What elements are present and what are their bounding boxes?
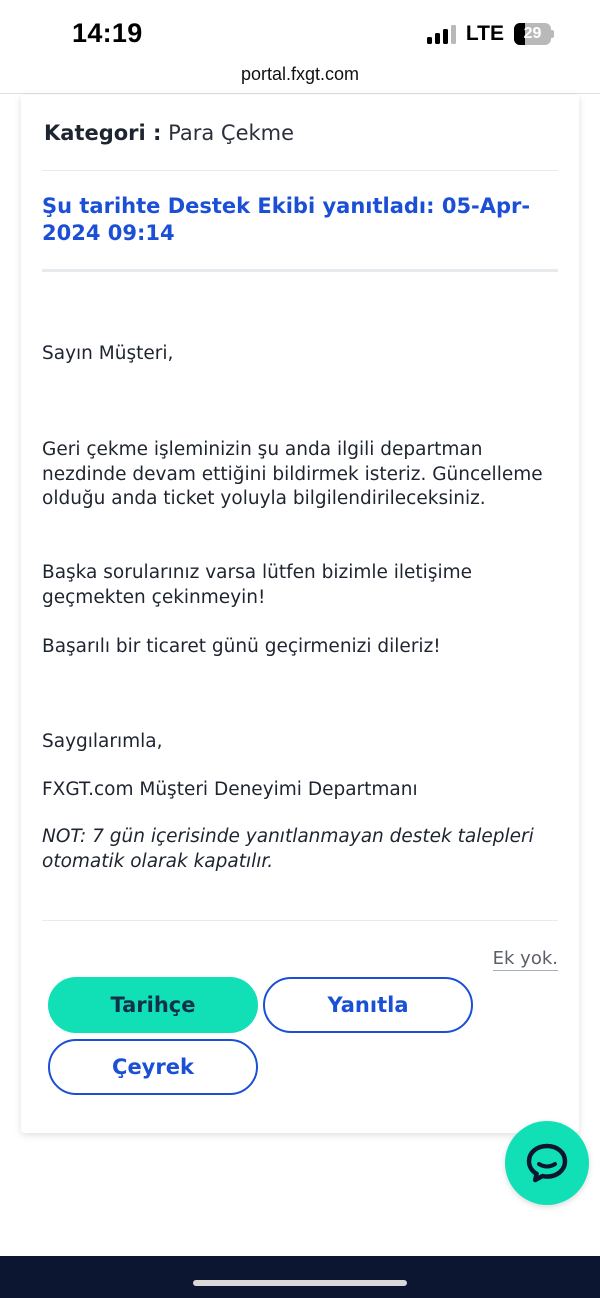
message-note: NOT: 7 gün içerisinde yanıtlanmayan destek talepleri otomatik olarak kapatılır. [42, 826, 534, 872]
chat-bubble-icon [526, 1143, 568, 1183]
ticket-category [44, 121, 294, 145]
ticket-card [21, 95, 579, 1133]
status-time: 14:19 [72, 18, 143, 48]
history-button[interactable]: Tarihçe [48, 977, 258, 1033]
reply-header: Şu tarihte Destek Ekibi yanıtladı: 05-Apr-2024 09:14 [42, 194, 531, 245]
category-value: Para Çekme [168, 121, 295, 145]
message-paragraph-3: Başarılı bir ticaret günü geçirmenizi dileriz! [42, 636, 441, 657]
home-indicator[interactable] [193, 1280, 407, 1286]
signal-icon [427, 24, 456, 44]
message-paragraph-2: Başka sorularınız varsa lütfen bizimle iletişime geçmekten çekinmeyin! [42, 562, 472, 608]
url-text: portal.fxgt.com [240, 64, 360, 84]
message-greeting: Sayın Müşteri, [42, 343, 174, 364]
divider [42, 170, 558, 171]
status-indicators [427, 22, 554, 46]
address-bar[interactable] [0, 62, 600, 94]
message-signature: FXGT.com Müşteri Deneyimi Departmanı [42, 779, 418, 800]
bottom-bar [0, 1256, 600, 1298]
reply-button[interactable]: Yanıtla [263, 977, 473, 1033]
status-bar [0, 0, 600, 62]
category-label: Kategori : [44, 121, 162, 145]
chat-button[interactable] [505, 1121, 589, 1205]
network-type: LTE [465, 22, 504, 45]
divider [42, 920, 558, 921]
message-paragraph-1: Geri çekme işleminizin şu anda ilgili departman nezdinde devam ettiğini bildirmek isteriz. Güncelleme olduğu anda ticket yoluyla bilgilendirileceksiniz. [42, 439, 543, 509]
battery-icon [514, 23, 554, 45]
message-closing: Saygılarımla, [42, 731, 163, 752]
attachments-status: Ek yok. [492, 948, 558, 969]
quarter-button[interactable]: Çeyrek [48, 1039, 258, 1095]
divider [42, 269, 558, 272]
battery-percent: 29 [523, 25, 542, 42]
